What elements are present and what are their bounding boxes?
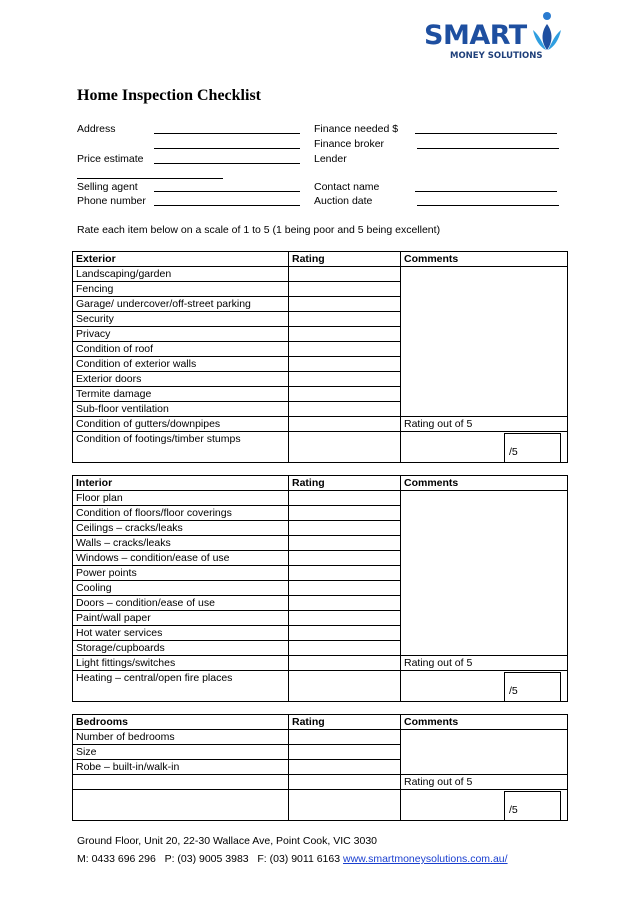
- rating-cell[interactable]: [289, 506, 401, 521]
- logo-name: SMART: [424, 20, 527, 51]
- item-label: Size: [73, 745, 289, 760]
- item-label: Ceilings – cracks/leaks: [73, 521, 289, 536]
- table-header-row: [73, 476, 568, 491]
- rating-cell[interactable]: [289, 402, 401, 417]
- item-label: Condition of floors/floor coverings: [73, 506, 289, 521]
- column-header: Comments: [401, 476, 568, 491]
- item-label: Power points: [73, 566, 289, 581]
- rating-instruction: Rate each item below on a scale of 1 to 5 (1 being poor and 5 being excellent): [77, 224, 441, 236]
- rating-cell[interactable]: [289, 342, 401, 357]
- item-label: Number of bedrooms: [73, 730, 289, 745]
- item-label: Privacy: [73, 327, 289, 342]
- item-label: Security: [73, 312, 289, 327]
- rating-cell[interactable]: [289, 282, 401, 297]
- auction-date-label: Auction date: [314, 195, 373, 207]
- lender-label: Lender: [314, 153, 347, 165]
- table-row: [73, 775, 568, 790]
- table-row: [73, 432, 568, 463]
- address-field[interactable]: [154, 133, 300, 134]
- rating-cell[interactable]: [289, 775, 401, 790]
- total-score-cell: [401, 671, 568, 702]
- rating-cell[interactable]: [289, 745, 401, 760]
- company-logo: [412, 8, 562, 68]
- rating-cell[interactable]: [289, 297, 401, 312]
- item-label: Floor plan: [73, 491, 289, 506]
- total-score-cell: [401, 432, 568, 463]
- interior-table: [72, 475, 568, 702]
- rating-cell[interactable]: [289, 417, 401, 432]
- selling-agent-label: Selling agent: [77, 181, 138, 193]
- rating-cell[interactable]: [289, 611, 401, 626]
- total-score-cell: [401, 790, 568, 821]
- total-score: /5: [509, 804, 518, 816]
- rating-cell[interactable]: [289, 521, 401, 536]
- extra-field-line[interactable]: [77, 178, 223, 179]
- contact-name-label: Contact name: [314, 181, 380, 193]
- item-label: Paint/wall paper: [73, 611, 289, 626]
- rating-cell[interactable]: [289, 730, 401, 745]
- item-label: Storage/cupboards: [73, 641, 289, 656]
- website-link[interactable]: www.smartmoneysolutions.com.au/: [343, 853, 508, 865]
- item-label: Cooling: [73, 581, 289, 596]
- comments-cell[interactable]: [401, 267, 568, 417]
- table-header-row: [73, 252, 568, 267]
- footer-address: Ground Floor, Unit 20, 22-30 Wallace Ave, Point Cook, VIC 3030: [77, 835, 377, 847]
- rating-cell[interactable]: [289, 626, 401, 641]
- footer-contacts: [77, 853, 508, 865]
- lotus-icon: [530, 10, 564, 54]
- rating-cell[interactable]: [289, 267, 401, 282]
- item-label: Doors – condition/ease of use: [73, 596, 289, 611]
- item-label: Condition of footings/timber stumps: [73, 432, 289, 463]
- column-header: Rating: [289, 252, 401, 267]
- item-label: Sub-floor ventilation: [73, 402, 289, 417]
- rating-out-of-label: Rating out of 5: [401, 656, 568, 671]
- item-label: Garage/ undercover/off-street parking: [73, 297, 289, 312]
- column-header: Comments: [401, 252, 568, 267]
- bedrooms-table: [72, 714, 568, 821]
- auction-date-field[interactable]: [417, 205, 559, 206]
- rating-cell[interactable]: [289, 357, 401, 372]
- item-label: Condition of exterior walls: [73, 357, 289, 372]
- total-score: /5: [509, 446, 518, 458]
- column-header: Exterior: [73, 252, 289, 267]
- address-label: Address: [77, 123, 116, 135]
- rating-cell[interactable]: [289, 491, 401, 506]
- item-label: Fencing: [73, 282, 289, 297]
- item-label: Walls – cracks/leaks: [73, 536, 289, 551]
- footer-phone-numbers: M: 0433 696 296 P: (03) 9005 3983 F: (03) 9011 6163: [77, 853, 343, 865]
- price-estimate-label: Price estimate: [77, 153, 144, 165]
- item-label: Condition of roof: [73, 342, 289, 357]
- rating-cell[interactable]: [289, 566, 401, 581]
- finance-broker-label: Finance broker: [314, 138, 385, 150]
- selling-agent-field[interactable]: [154, 191, 300, 192]
- column-header: Bedrooms: [73, 715, 289, 730]
- table-row: [73, 790, 568, 821]
- rating-cell[interactable]: [289, 596, 401, 611]
- rating-cell[interactable]: [289, 760, 401, 775]
- table-row: [73, 730, 568, 745]
- item-label: Hot water services: [73, 626, 289, 641]
- item-label: Heating – central/open fire places: [73, 671, 289, 702]
- price-estimate-field[interactable]: [154, 163, 300, 164]
- item-label: Landscaping/garden: [73, 267, 289, 282]
- exterior-table: [72, 251, 568, 463]
- logo-subtitle: MONEY SOLUTIONS: [450, 51, 543, 61]
- finance-needed-label: Finance needed $: [314, 123, 399, 135]
- finance-broker-field[interactable]: [417, 148, 559, 149]
- column-header: Rating: [289, 476, 401, 491]
- rating-cell[interactable]: [289, 387, 401, 402]
- comments-cell[interactable]: [401, 730, 568, 775]
- rating-cell[interactable]: [289, 641, 401, 656]
- item-label: Light fittings/switches: [73, 656, 289, 671]
- table-row: [73, 656, 568, 671]
- rating-cell[interactable]: [289, 656, 401, 671]
- rating-cell[interactable]: [289, 671, 401, 702]
- item-label: [73, 775, 289, 790]
- total-score-box[interactable]: [504, 672, 561, 701]
- rating-cell[interactable]: [289, 581, 401, 596]
- table-row: [73, 417, 568, 432]
- address-field-line2[interactable]: [154, 148, 300, 149]
- total-score: /5: [509, 685, 518, 697]
- comments-cell[interactable]: [401, 491, 568, 656]
- phone-number-field[interactable]: [154, 205, 300, 206]
- column-header: Rating: [289, 715, 401, 730]
- item-label: [73, 790, 289, 821]
- item-label: Robe – built-in/walk-in: [73, 760, 289, 775]
- item-label: Exterior doors: [73, 372, 289, 387]
- rating-out-of-label: Rating out of 5: [401, 417, 568, 432]
- rating-cell[interactable]: [289, 432, 401, 463]
- rating-out-of-label: Rating out of 5: [401, 775, 568, 790]
- rating-cell[interactable]: [289, 536, 401, 551]
- item-label: Windows – condition/ease of use: [73, 551, 289, 566]
- rating-cell[interactable]: [289, 372, 401, 387]
- rating-cell[interactable]: [289, 551, 401, 566]
- table-row: [73, 491, 568, 506]
- rating-cell[interactable]: [289, 327, 401, 342]
- column-header: Comments: [401, 715, 568, 730]
- total-score-box[interactable]: [504, 433, 561, 462]
- phone-number-label: Phone number: [77, 195, 146, 207]
- item-label: Termite damage: [73, 387, 289, 402]
- rating-cell[interactable]: [289, 790, 401, 821]
- contact-name-field[interactable]: [415, 191, 557, 192]
- column-header: Interior: [73, 476, 289, 491]
- rating-cell[interactable]: [289, 312, 401, 327]
- page-title: Home Inspection Checklist: [77, 87, 261, 104]
- item-label: Condition of gutters/downpipes: [73, 417, 289, 432]
- table-row: [73, 267, 568, 282]
- total-score-box[interactable]: [504, 791, 561, 820]
- table-header-row: [73, 715, 568, 730]
- finance-needed-field[interactable]: [415, 133, 557, 134]
- table-row: [73, 671, 568, 702]
